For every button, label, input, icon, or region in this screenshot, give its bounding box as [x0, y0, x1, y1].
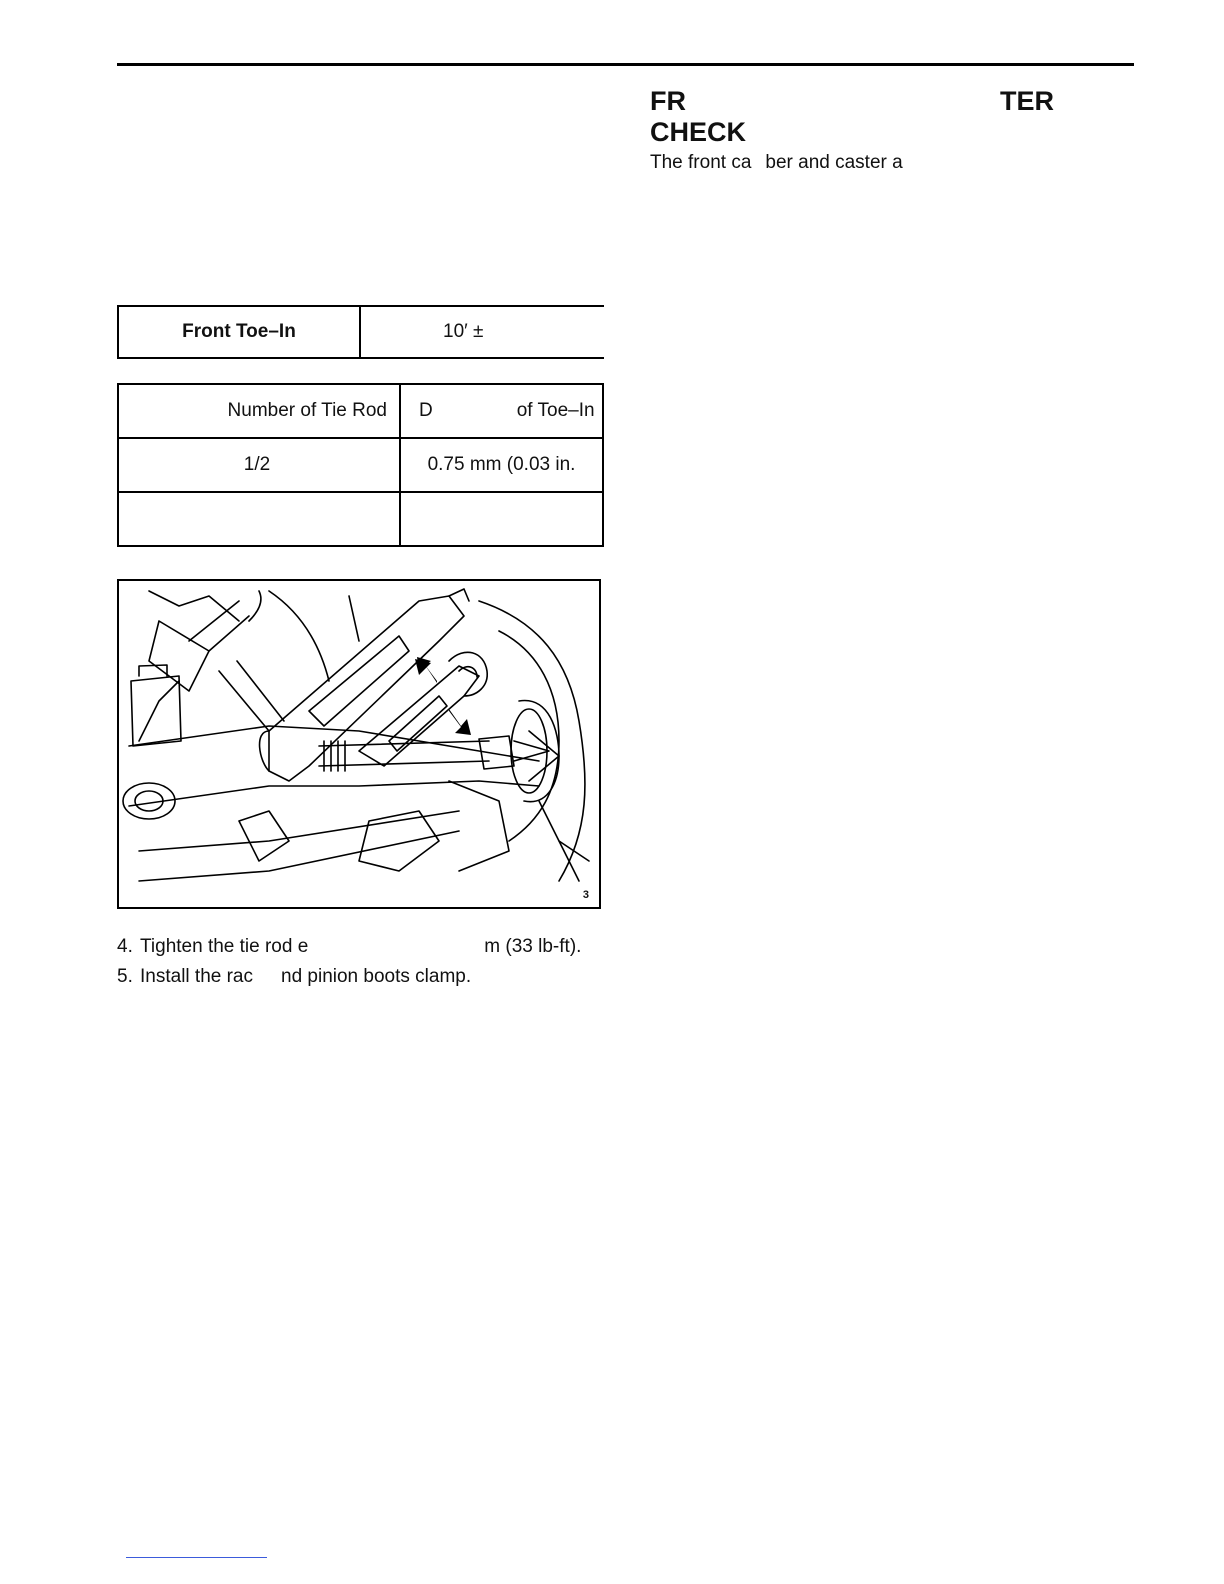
step-item: [117, 936, 597, 966]
toe-in-spec-table: [117, 305, 604, 359]
intro-text-a: The front ca: [650, 152, 752, 173]
spec-label: Front Toe–In: [118, 306, 360, 358]
adj-row1-col2: 0.75 mm (0.03 in.: [400, 438, 603, 492]
intro-text-b: ber and caster a: [765, 152, 903, 173]
adj-header-col2-a: D: [419, 400, 433, 421]
adj-header-col2: [400, 384, 603, 438]
adj-row2-col1: [118, 492, 400, 546]
step-number: 4.: [117, 936, 133, 957]
tie-rod-figure: [117, 579, 601, 909]
intro-paragraph: [650, 152, 903, 174]
figure-number: 3: [582, 889, 589, 901]
tie-rod-illustration: [119, 581, 599, 907]
arrow-down-icon: [449, 709, 471, 735]
spec-value: 10′ ±: [360, 306, 604, 358]
step-text-a: Install the rac: [140, 966, 253, 987]
step-text-b: nd pinion boots clamp.: [281, 966, 472, 987]
adj-header-col1: Number of Tie Rod: [118, 384, 400, 438]
procedure-steps: [117, 936, 597, 996]
footer-link-underline[interactable]: [126, 1557, 267, 1558]
adj-row2-col2: [400, 492, 603, 546]
heading-left: FR: [650, 86, 686, 116]
tie-rod-adjust-table: [117, 383, 604, 547]
section-heading-line2: CHECK: [650, 117, 747, 147]
step-number: 5.: [117, 966, 133, 987]
step-text-b: m (33 lb-ft).: [484, 936, 582, 957]
adj-row1-col1: 1/2: [118, 438, 400, 492]
top-rule: [117, 63, 1134, 66]
adj-header-col2-b: of Toe–In: [516, 400, 595, 421]
section-heading: [650, 86, 1054, 116]
step-text-a: Tighten the tie rod e: [140, 936, 309, 957]
heading-right: TER: [1000, 86, 1054, 116]
step-item: [117, 966, 597, 996]
